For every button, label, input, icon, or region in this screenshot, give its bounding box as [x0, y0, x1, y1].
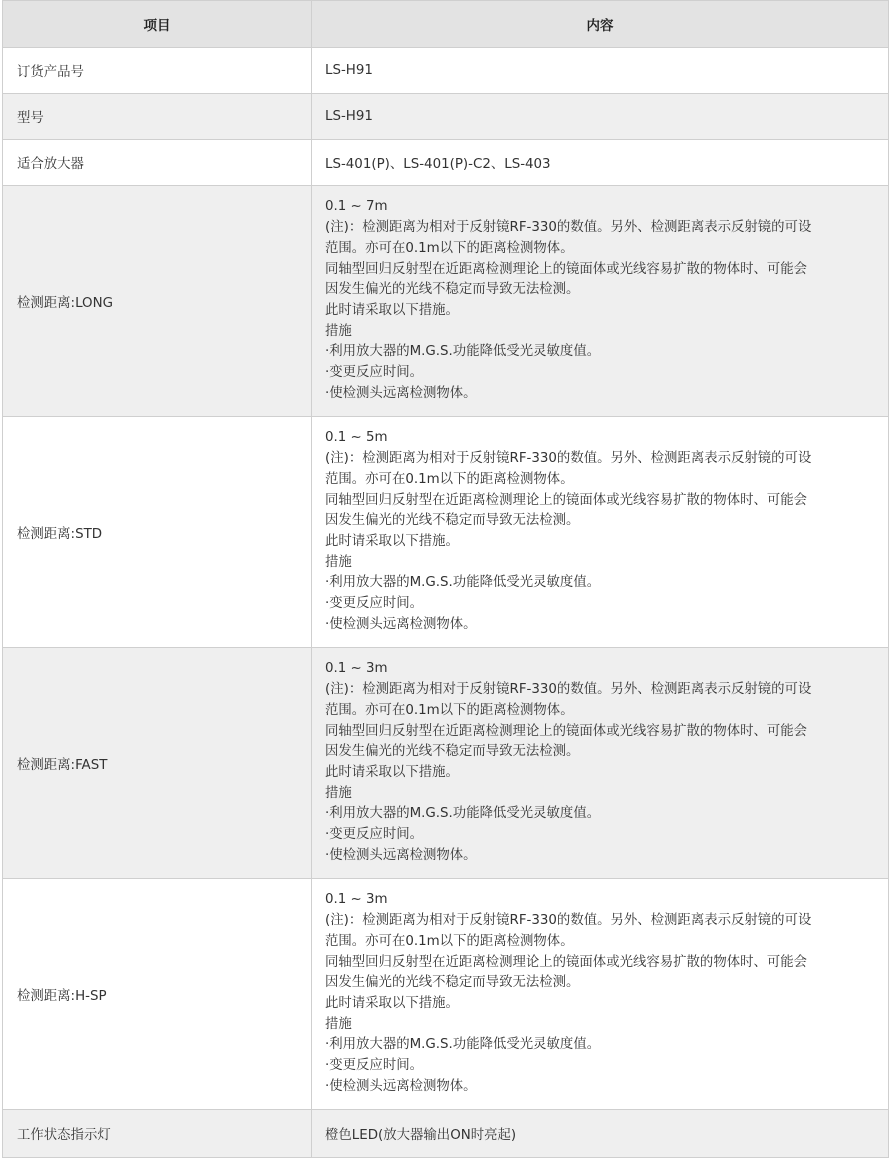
row-label: 检测距离:LONG	[3, 186, 312, 417]
value-line: 范围。亦可在0.1m以下的距离检测物体。	[325, 471, 574, 487]
value-line: 措施	[325, 1016, 352, 1032]
value-line: ·利用放大器的M.G.S.功能降低受光灵敏度值。	[325, 806, 601, 822]
table-header	[3, 1, 889, 48]
value-line: 因发生偏光的光线不稳定而导致无法检测。	[325, 513, 580, 529]
value-line: (注)：检测距离为相对于反射镜RF-330的数值。另外、检测距离表示反射镜的可设	[325, 682, 812, 698]
header-row	[3, 1, 889, 48]
row-value	[312, 186, 889, 417]
value-line: ·利用放大器的M.G.S.功能降低受光灵敏度值。	[325, 1037, 601, 1053]
value-line: 0.1 ~ 3m	[325, 892, 388, 908]
value-line: ·变更反应时间。	[325, 827, 423, 843]
value-line: 同轴型回归反射型在近距离检测理论上的镜面体或光线容易扩散的物体时、可能会	[325, 954, 808, 970]
value-line: 范围。亦可在0.1m以下的距离检测物体。	[325, 933, 574, 949]
value-line: 此时请采取以下措施。	[325, 765, 459, 780]
row-value	[312, 879, 889, 1110]
table-row	[3, 879, 889, 1110]
value-line: (注)：检测距离为相对于反射镜RF-330的数值。另外、检测距离表示反射镜的可设	[325, 913, 812, 929]
row-label: 订货产品号	[3, 48, 312, 94]
value-line: 措施	[325, 554, 352, 570]
value-line: 同轴型回归反射型在近距离检测理论上的镜面体或光线容易扩散的物体时、可能会	[325, 261, 808, 277]
value-line: 此时请采取以下措施。	[325, 996, 459, 1011]
header-item: 项目	[3, 1, 312, 48]
value-line: ·使检测头远离检测物体。	[325, 1078, 477, 1094]
row-label: 型号	[3, 94, 312, 140]
value-line: 因发生偏光的光线不稳定而导致无法检测。	[325, 744, 580, 760]
value-line: ·利用放大器的M.G.S.功能降低受光灵敏度值。	[325, 344, 601, 360]
header-content: 内容	[312, 1, 889, 48]
row-value	[312, 417, 889, 648]
row-label: 检测距离:H-SP	[3, 879, 312, 1110]
value-line: 范围。亦可在0.1m以下的距离检测物体。	[325, 702, 574, 718]
table-row	[3, 1110, 889, 1158]
value-line: (注)：检测距离为相对于反射镜RF-330的数值。另外、检测距离表示反射镜的可设	[325, 220, 812, 236]
row-label: 检测距离:FAST	[3, 648, 312, 879]
spec-table	[2, 0, 889, 1158]
table-row	[3, 140, 889, 186]
value-line: ·变更反应时间。	[325, 365, 423, 381]
value-line: ·使检测头远离检测物体。	[325, 847, 477, 863]
value-line: ·变更反应时间。	[325, 596, 423, 612]
row-value: LS-H91	[312, 48, 889, 94]
value-line: 措施	[325, 785, 352, 801]
value-line: 范围。亦可在0.1m以下的距离检测物体。	[325, 240, 574, 256]
table-row	[3, 94, 889, 140]
value-line: 0.1 ~ 3m	[325, 661, 388, 677]
row-label: 适合放大器	[3, 140, 312, 186]
value-line: 0.1 ~ 5m	[325, 430, 388, 446]
row-value: LS-H91	[312, 94, 889, 140]
value-line: 因发生偏光的光线不稳定而导致无法检测。	[325, 975, 580, 991]
table-row	[3, 48, 889, 94]
row-label: 检测距离:STD	[3, 417, 312, 648]
table-row	[3, 186, 889, 417]
value-line: 同轴型回归反射型在近距离检测理论上的镜面体或光线容易扩散的物体时、可能会	[325, 492, 808, 508]
value-line: 0.1 ~ 7m	[325, 199, 388, 215]
row-label: 工作状态指示灯	[3, 1110, 312, 1158]
value-line: 因发生偏光的光线不稳定而导致无法检测。	[325, 282, 580, 298]
value-line: 此时请采取以下措施。	[325, 303, 459, 318]
value-line: ·使检测头远离检测物体。	[325, 385, 477, 401]
row-value: LS-401(P)、LS-401(P)-C2、LS-403	[312, 140, 889, 186]
value-line: ·利用放大器的M.G.S.功能降低受光灵敏度值。	[325, 575, 601, 591]
value-line: (注)：检测距离为相对于反射镜RF-330的数值。另外、检测距离表示反射镜的可设	[325, 451, 812, 467]
value-line: 措施	[325, 323, 352, 339]
value-line: 同轴型回归反射型在近距离检测理论上的镜面体或光线容易扩散的物体时、可能会	[325, 723, 808, 739]
value-line: ·使检测头远离检测物体。	[325, 616, 477, 632]
table-row	[3, 417, 889, 648]
value-line: ·变更反应时间。	[325, 1058, 423, 1074]
table-row	[3, 648, 889, 879]
row-value: 橙色LED(放大器输出ON时亮起)	[312, 1110, 889, 1158]
row-value	[312, 648, 889, 879]
value-line: 此时请采取以下措施。	[325, 534, 459, 549]
